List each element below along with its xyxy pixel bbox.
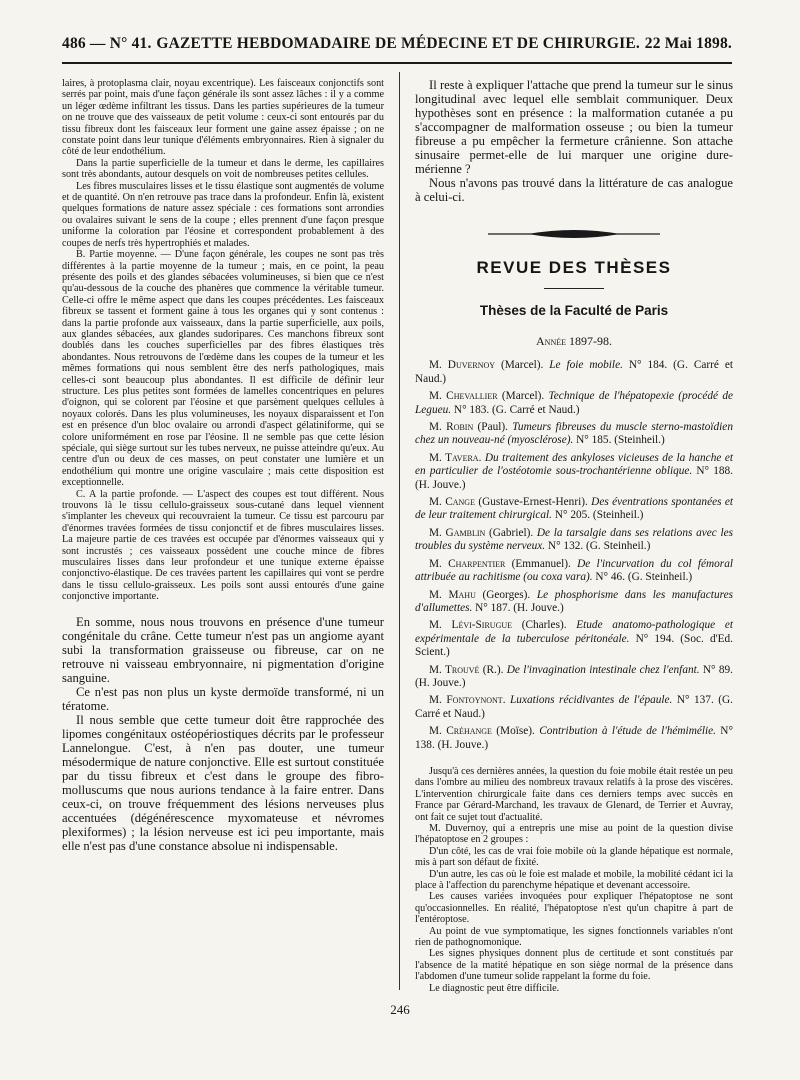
thesis-entry: M. Lévi-Sirugue (Charles). Etude anatomo-pathologique et expérimentale de la tuberculose péritonéale. N° 194. (Soc. d'Ed. Scient.)	[415, 619, 733, 659]
thesis-entry: M. Cange (Gustave-Ernest-Henri). Des éventrations spontanées et de leur traitement chirurgical. N° 205. (Steinheil.)	[415, 496, 733, 522]
review-text	[415, 766, 733, 994]
right-column	[415, 78, 733, 994]
paragraph: Le diagnostic peut être difficile.	[429, 982, 560, 994]
left-column	[62, 78, 384, 853]
thesis-entry: M. Gamblin (Gabriel). De la tarsalgie dans ses relations avec les troubles du système nerveux. N° 132. (G. Steinheil.)	[415, 526, 733, 553]
paragraph: Ce n'est pas non plus un kyste dermoïde transformé, ni un tératome.	[62, 684, 384, 713]
thesis-entry: M. Trouvé (R.). De l'invagination intestinale chez l'enfant. N° 89. (H. Jouve.)	[415, 663, 734, 689]
academic-year: Année 1897-98.	[536, 334, 612, 349]
paragraph: D'un côté, les cas de vrai foie mobile où la glande hépatique est normale, mis à part son défaut de fixité.	[415, 845, 733, 869]
thesis-entry: M. Créhange (Moïse). Contribution à l'étude de l'hémimélie. N° 138. (H. Jouve.)	[415, 725, 733, 751]
thesis-entry: M. Mahu (Georges). Le phosphorisme dans les manufactures d'allumettes. N° 187. (H. Jouve.)	[415, 588, 733, 614]
paragraph: Les fibres musculaires lisses et le tissu élastique sont augmentés de volume et de quantité. On n'en retrouve pas trace dans la profondeur. Enfin là, existent quelques formations de nature assez spéciale : ces formations sont arrondies ou ovalaires suivant le sens de la coupe ; elles prennent d'une façon presque uniforme la coloration par l'éosine et correspondent probablement à des coupes de nerfs très hypertrophiés et malades.	[62, 180, 384, 249]
running-header	[62, 22, 732, 64]
thesis-entry: M. Tavera. Du traitement des ankyloses vicieuses de la hanche et en particulier de l'ostéotomie sous-trochantérienne oblique. N° 188. (H. Jouve.)	[415, 451, 733, 491]
conclusion-text	[62, 615, 384, 854]
thesis-entry: M. Duvernoy (Marcel). Le foie mobile. N° 184. (G. Carré et Naud.)	[415, 359, 733, 385]
page-number: 246	[390, 1002, 410, 1017]
paragraph: Nous n'avons pas trouvé dans la littérature de cas analogue à celui-ci.	[415, 176, 733, 205]
page-reference: 486 — N° 41.	[62, 35, 152, 52]
issue-date: 22 Mai 1898.	[644, 35, 732, 52]
ornament-divider-icon	[488, 224, 660, 244]
paragraph: Au point de vue symptomatique, les signes fonctionnels variables n'ont rien de pathognomonique.	[415, 925, 733, 949]
column-divider	[399, 72, 400, 990]
short-rule	[544, 288, 604, 289]
paragraph: laires, à protoplasma clair, noyau excentrique). Les faisceaux conjonctifs sont serrés par point, mais d'une façon générale ils sont assez lâches : il y a comme un léger œdème infiltrant les tissus. Dans les parties supérieures de la tumeur on ne trouve que des vaisseaux de petit volume : ceux-ci sont entourés par du tissu fibreux dont les faisceaux leur forment une gaine assez épaisse ; on ne constate point dans leur tunique d'éléments embryonnaires. Rien à signaler du côté de leur endothélium.	[62, 78, 384, 158]
paragraph: Il reste à expliquer l'attache que prend la tumeur sur le sinus longitudinal avec lequel elle semblait communiquer. Deux hypothèses sont en présence : la malformation cutanée a pu s'accompagner de malformation osseuse ; ou bien la tumeur fibreuse a pu empêcher la fermeture crânienne. Son attache sinusaire permet-elle de lui marquer une origine dure-mérienne ?	[415, 78, 733, 177]
journal-title: GAZETTE HEBDOMADAIRE DE MÉDECINE ET DE CHIRURGIE.	[156, 35, 640, 52]
paragraph: C. A la partie profonde. — L'aspect des coupes est tout différent. Nous trouvons là le tissu cellulo-graisseux sous-cutané dans lequel viennent s'implanter les cheveux qui recouvraient la tumeur. Ce tissu est parcouru par d'énormes travées formées de tissu conjonctif et de fibres musculaires lisses. La majeure partie de ces travées est occupée par d'énormes vaisseaux qui y sont incrustés ; ces vaisseaux possèdent une couche mince de fibres musculaires lisses dans leur profondeur et une tunique externe épaisse conjonctivo-élastique. De ces travées partent les capillaires qui vont se perdre dans le tissu cellulo-graisseux. Les poils sont aussi entourés d'une gaine conjonctive importante.	[62, 488, 384, 603]
paragraph: Jusqu'à ces dernières années, la question du foie mobile était restée un peu dans l'ombre au milieu des nombreux travaux relatifs à la prose des viscères. L'intervention chirurgicale faite dans ces derniers temps avec succès en France par Gérard-Marchand, les travaux de Glenard, de Terrier et Auvray, ont fait ce sujet tout d'actualité.	[415, 765, 733, 823]
paragraph: En somme, nous nous trouvons en présence d'une tumeur congénitale du crâne. Cette tumeur n'est pas un angiome ayant subi la transformation graisseuse ou fibreuse, car on ne retrouve ni vaisseau embryonnaire, ni pigmentation d'origine sanguine.	[62, 614, 384, 685]
thesis-entry: M. Fontoynont. Luxations récidivantes de l'épaule. N° 137. (G. Carré et Naud.)	[415, 694, 733, 720]
paragraph: Les causes variées invoquées pour expliquer l'hépatoptose ne sont qu'occasionnelles. En réalité, l'hépatoptose n'est qu'un chapitre à part de l'entéroptose.	[415, 891, 733, 926]
paragraph: B. Partie moyenne. — D'une façon générale, les coupes ne sont pas très différentes à la partie moyenne de la tumeur ; mais, en ce point, la peau présente des poils et des glandes sébacées volumineuses, si bien que ce n'est qu'au-dessous de la couche des phanères que commence la véritable tumeur. Celle-ci offre le même aspect que dans les coupes précédentes. Les faisceaux fibreux se tassent et forment gaine à tous les organes qui y sont contenus : dans la partie profonde aux vaisseaux, dans la partie superficielle, aux poils, aux glandes sébacées, aux glandes sudoripares. Ces manchons fibreux sont doublés dans les couches superficielles par des fibres élastiques très abondantes. Nous retrouvons de l'œdème dans les coupes de la tumeur et les mêmes formations qui nous semblent être des nerfs pathologiques, mais celles-ci sont beaucoup plus abondantes. Il est difficile de définir leur structure. Les plus petites sont formées de lamelles concentriques en pelures d'oignon, qui se colorent par l'éosine et que parsèment quelques cellules à noyaux colorés. Dans les plus volumineuses, les noyaux disparaissent et l'on est en présence d'un bloc ovalaire ou arrondi d'aspect gélatiniforme, qui se colore uniformément en rose par l'éosine. Il ne semble pas que cette lésion spéciale, qui siège surtout sur les tubes nerveux, ne puisse atteindre qu'eux. Au centre d'un ou deux de ces masses, on peut constater une lumière et un endothélium qui montre une origine vasculaire ; mais cette disposition est exceptionnelle.	[62, 249, 384, 489]
paragraph: M. Duvernoy, qui a entrepris une mise au point de la question divise l'hépatoptose en 2 groupes :	[415, 823, 733, 846]
subsection-title: Thèses de la Faculté de Paris	[479, 303, 669, 319]
paragraph: Il nous semble que cette tumeur doit être rapprochée des lipomes congénitaux ostéopériostiques décrits par le professeur Lannelongue. C'est, à n'en pas douter, une tumeur mésodermique de nature conjonctive. Elle est surtout constituée par du tissu fibreux et c'est dans le groupe des fibro-molluscums que nous aurions tendance à la faire entrer. Dans ceux-ci, on trouve fréquemment des lésions nerveuses plus accentuées (dégénérescence myxomateuse et névromes plexiformes) ; la lésion nerveuse est ici peu importante, mais elle n'est pas d'une constance absolue ni indispensable.	[62, 713, 384, 854]
thesis-entry: M. Charpentier (Emmanuel). De l'incurvation du col fémoral attribuée au rachitisme (ou coxa vara). N° 46. (G. Steinheil.)	[415, 557, 733, 584]
section-title: REVUE DES THÈSES	[476, 258, 672, 278]
discussion-text	[415, 78, 733, 204]
paragraph: D'un autre, les cas où le foie est malade et mobile, la mobilité cédant ici la place à l'affection du parenchyme hépatique et devenant accessoire.	[415, 868, 733, 892]
paragraph: Les signes physiques donnent plus de certitude et sont constitués par l'absence de la matité hépatique en son siège normal de la présence dans l'abdomen d'une tumeur solide rappelant la forme du foie.	[415, 948, 733, 983]
paragraph: Dans la partie superficielle de la tumeur et dans le derme, les capillaires sont très abondants, autour desquels on voit de nombreuses petites cellules.	[62, 157, 384, 181]
histology-notes	[62, 78, 384, 603]
thesis-entry: M. Robin (Paul). Tumeurs fibreuses du muscle sterno-mastoïdien chez un nouveau-né (myosclérose). N° 185. (Steinheil.)	[415, 421, 733, 447]
theses-list	[415, 359, 733, 752]
thesis-entry: M. Chevallier (Marcel). Technique de l'hépatopexie (procédé de Legueu. N° 183. (G. Carré et Naud.)	[415, 390, 734, 416]
